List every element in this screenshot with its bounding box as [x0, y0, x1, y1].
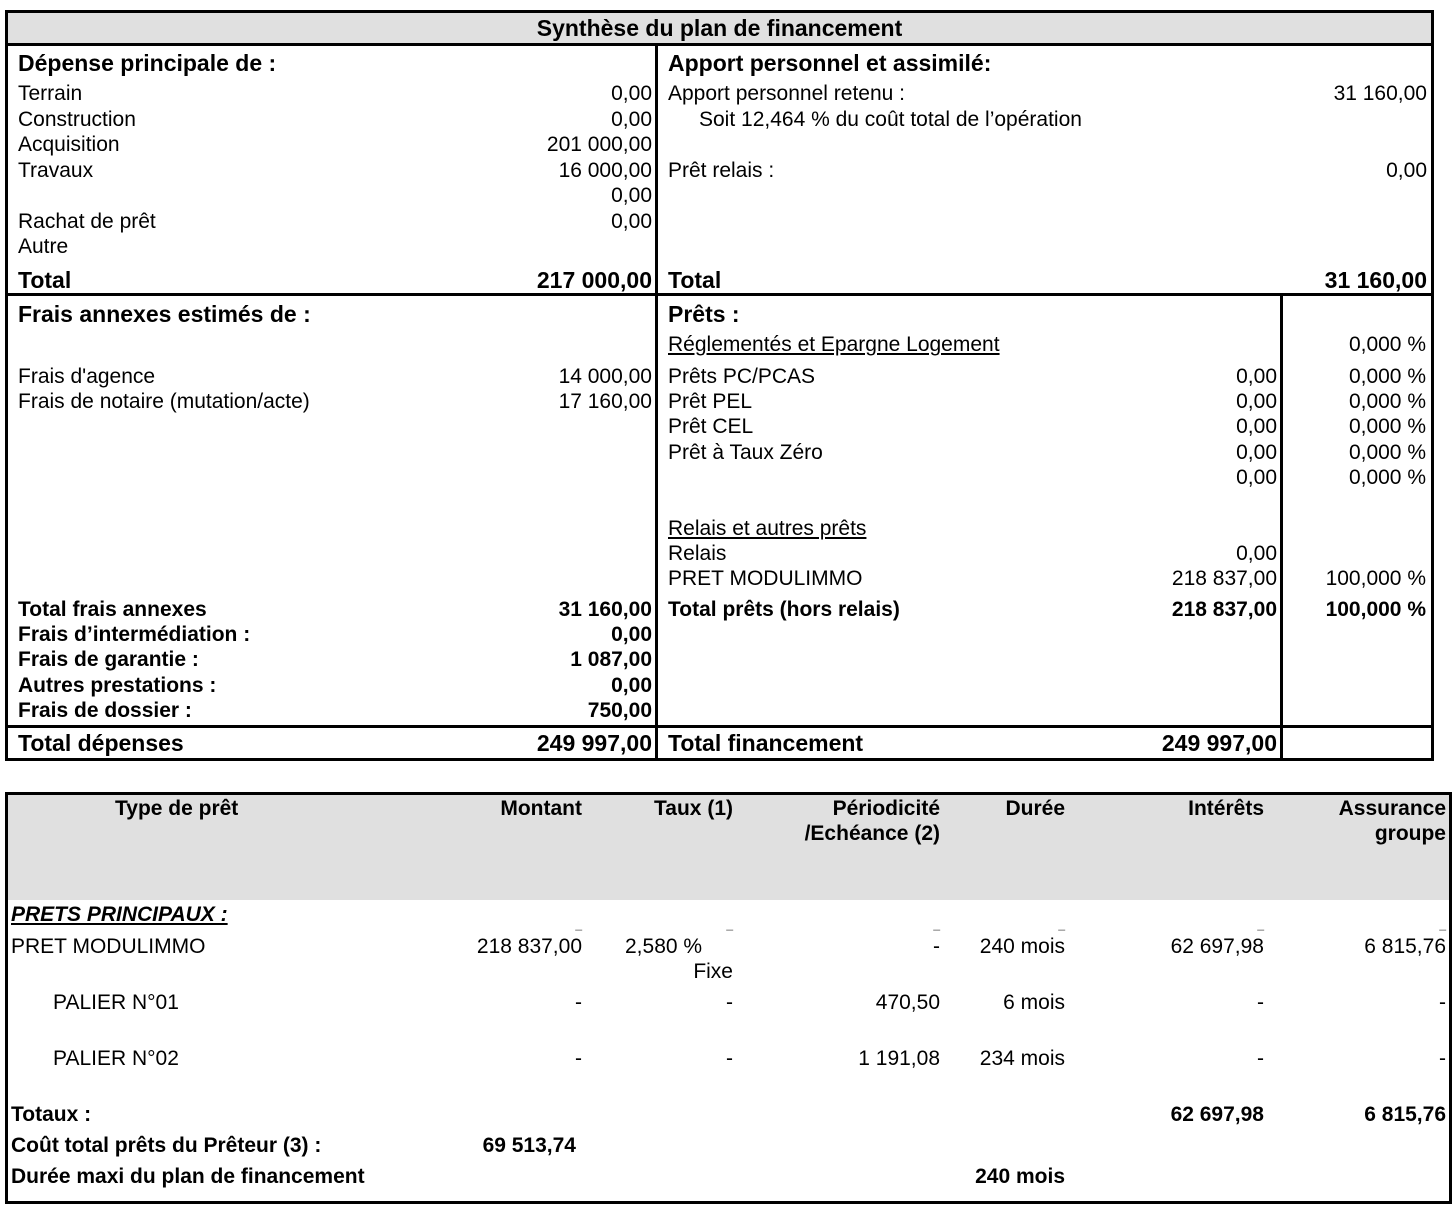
palier-name: PALIER N°01 [53, 991, 179, 1014]
frais-intermediation-value: 0,00 [611, 623, 652, 646]
total-depenses-label: Total dépenses [18, 730, 184, 756]
border-top [5, 792, 1452, 795]
palier-taux: - [726, 991, 733, 1014]
duree-max-label: Durée maxi du plan de financement [11, 1165, 365, 1188]
small-dash: _ [1257, 917, 1264, 931]
frais-heading: Frais annexes estimés de : [18, 301, 311, 327]
divider-middle [5, 293, 1434, 296]
palier-assurance: - [1439, 1047, 1446, 1070]
border-top [5, 10, 1434, 13]
prets-reg-label: Prêt CEL [668, 415, 754, 438]
frais-garantie-value: 1 087,00 [570, 648, 652, 671]
loan-duree: 240 mois [979, 935, 1065, 958]
frais-notaire-label: Frais de notaire (mutation/acte) [18, 390, 310, 413]
prets-modul-pct: 100,000 % [1325, 567, 1426, 590]
palier-name: PALIER N°02 [53, 1047, 179, 1070]
col-header-taux: Taux (1) [654, 797, 733, 820]
col-header-periodicite: Périodicité [832, 797, 940, 820]
divider-title [5, 43, 1434, 46]
palier-assurance: - [1439, 991, 1446, 1014]
cout-total-label: Coût total prêts du Prêteur (3) : [11, 1134, 322, 1157]
totaux-interets: 62 697,98 [1170, 1103, 1264, 1126]
prets-reg-value: 0,00 [1236, 390, 1277, 413]
apport-relais-label: Prêt relais : [668, 159, 775, 182]
cout-total-value: 69 513,74 [482, 1134, 576, 1157]
prets-total-value: 218 837,00 [1171, 598, 1277, 621]
total-financement-label: Total financement [668, 730, 864, 756]
loan-name: PRET MODULIMMO [11, 935, 206, 958]
palier-periodicite: 1 191,08 [858, 1047, 940, 1070]
palier-taux: - [726, 1047, 733, 1070]
col-header-echeance: /Echéance (2) [804, 822, 940, 845]
prets-reg-label: Prêts PC/PCAS [668, 365, 816, 388]
divider-center [655, 43, 658, 761]
prets-reg-pct: 0,000 % [1348, 390, 1426, 413]
apport-soit-text: Soit 12,464 % du coût total de l’opération [699, 108, 1082, 131]
prets-relais-value: 0,00 [1236, 542, 1277, 565]
total-financement-value: 249 997,00 [1161, 730, 1277, 756]
depense-value: 16 000,00 [558, 159, 652, 182]
depense-value: 0,00 [611, 108, 652, 131]
loan-taux: 2,580 % [625, 935, 703, 958]
prets-reg-value: 0,00 [1236, 466, 1277, 489]
depense-value: 0,00 [611, 184, 652, 207]
apport-retenu-label: Apport personnel retenu : [668, 82, 905, 105]
page-title: Synthèse du plan de financement [536, 15, 903, 41]
frais-total-annexes-label: Total frais annexes [18, 598, 207, 621]
loan-interets: 62 697,98 [1170, 935, 1264, 958]
depense-label-construction: Construction [18, 108, 136, 131]
frais-intermediation-label: Frais d’intermédiation : [18, 623, 251, 646]
prets-reg-value: 0,00 [1236, 415, 1277, 438]
frais-dossier-value: 750,00 [587, 699, 652, 722]
border-left [5, 792, 8, 1204]
frais-agence-value: 14 000,00 [558, 365, 652, 388]
apport-relais-value: 0,00 [1386, 159, 1427, 182]
prets-reg-pct: 0,000 % [1348, 333, 1426, 356]
prets-reg-pct: 0,000 % [1348, 415, 1426, 438]
frais-dossier-label: Frais de dossier : [18, 699, 192, 722]
prets-reg-value: 0,00 [1236, 441, 1277, 464]
border-bottom [5, 1201, 1452, 1204]
depense-value: 0,00 [611, 82, 652, 105]
divider-pct [1280, 293, 1283, 761]
total-depenses-value: 249 997,00 [536, 730, 652, 756]
border-right [1431, 10, 1434, 761]
prets-reg-value: 0,00 [1236, 365, 1277, 388]
loan-taux-type: Fixe [693, 960, 733, 983]
depense-label-autre: Autre [18, 235, 69, 258]
border-bottom [5, 758, 1434, 761]
col-header-type: Type de prêt [115, 797, 239, 820]
apport-retenu-value: 31 160,00 [1333, 82, 1427, 105]
loan-montant: 218 837,00 [476, 935, 582, 958]
depense-label-terrain: Terrain [18, 82, 83, 105]
prets-total-label: Total prêts (hors relais) [668, 598, 900, 621]
prets-relais-label: Relais [668, 542, 727, 565]
depense-value: 201 000,00 [546, 133, 652, 156]
palier-periodicite: 470,50 [875, 991, 940, 1014]
frais-autres-value: 0,00 [611, 674, 652, 697]
prets-total-pct: 100,000 % [1325, 598, 1426, 621]
depense-total-value: 217 000,00 [536, 267, 652, 293]
depense-total-label: Total [18, 267, 72, 293]
depense-heading: Dépense principale de : [18, 50, 277, 76]
prets-reg-heading: Réglementés et Epargne Logement [668, 333, 1000, 356]
loan-assurance: 6 815,76 [1364, 935, 1446, 958]
prets-reg-pct: 0,000 % [1348, 365, 1426, 388]
frais-garantie-label: Frais de garantie : [18, 648, 199, 671]
frais-notaire-value: 17 160,00 [558, 390, 652, 413]
prets-reg-pct: 0,000 % [1348, 466, 1426, 489]
palier-interets: - [1257, 1047, 1264, 1070]
totaux-label: Totaux : [11, 1103, 92, 1126]
col-header-montant: Montant [500, 797, 582, 820]
divider-totals [5, 725, 1434, 728]
loan-periodicite: - [933, 935, 940, 958]
frais-agence-label: Frais d'agence [18, 365, 156, 388]
small-dash: _ [575, 917, 582, 931]
apport-heading: Apport personnel et assimilé: [668, 50, 992, 76]
col-header-groupe: groupe [1374, 822, 1446, 845]
frais-total-annexes-value: 31 160,00 [558, 598, 652, 621]
col-header-assurance: Assurance [1338, 797, 1446, 820]
prets-modul-label: PRET MODULIMMO [668, 567, 863, 590]
palier-duree: 6 mois [1003, 991, 1065, 1014]
prets-reg-label: Prêt à Taux Zéro [668, 441, 823, 464]
prets-modul-value: 218 837,00 [1171, 567, 1277, 590]
palier-montant: - [575, 1047, 582, 1070]
palier-montant: - [575, 991, 582, 1014]
small-dash: _ [933, 917, 940, 931]
depense-label-acquisition: Acquisition [18, 133, 120, 156]
border-right [1449, 792, 1452, 1204]
small-dash: _ [1439, 917, 1446, 931]
col-header-duree: Durée [1005, 797, 1065, 820]
apport-total-label: Total [668, 267, 722, 293]
duree-max-value: 240 mois [975, 1165, 1065, 1188]
border-left [5, 10, 8, 761]
prets-reg-label: Prêt PEL [668, 390, 753, 413]
prets-reg-pct: 0,000 % [1348, 441, 1426, 464]
prets-relais-heading: Relais et autres prêts [668, 517, 867, 540]
apport-total-value: 31 160,00 [1324, 267, 1427, 293]
depense-value: 0,00 [611, 210, 652, 233]
section-prets-principaux: PRETS PRINCIPAUX : [11, 903, 228, 926]
palier-interets: - [1257, 991, 1264, 1014]
palier-duree: 234 mois [979, 1047, 1065, 1070]
totaux-assurance: 6 815,76 [1364, 1103, 1446, 1126]
small-dash: _ [726, 917, 733, 931]
frais-autres-label: Autres prestations : [18, 674, 217, 697]
small-dash: _ [1058, 917, 1065, 931]
col-header-interets: Intérêts [1188, 797, 1264, 820]
depense-label-rachat: Rachat de prêt [18, 210, 156, 233]
depense-label-travaux: Travaux [18, 159, 94, 182]
prets-heading: Prêts : [668, 301, 740, 327]
